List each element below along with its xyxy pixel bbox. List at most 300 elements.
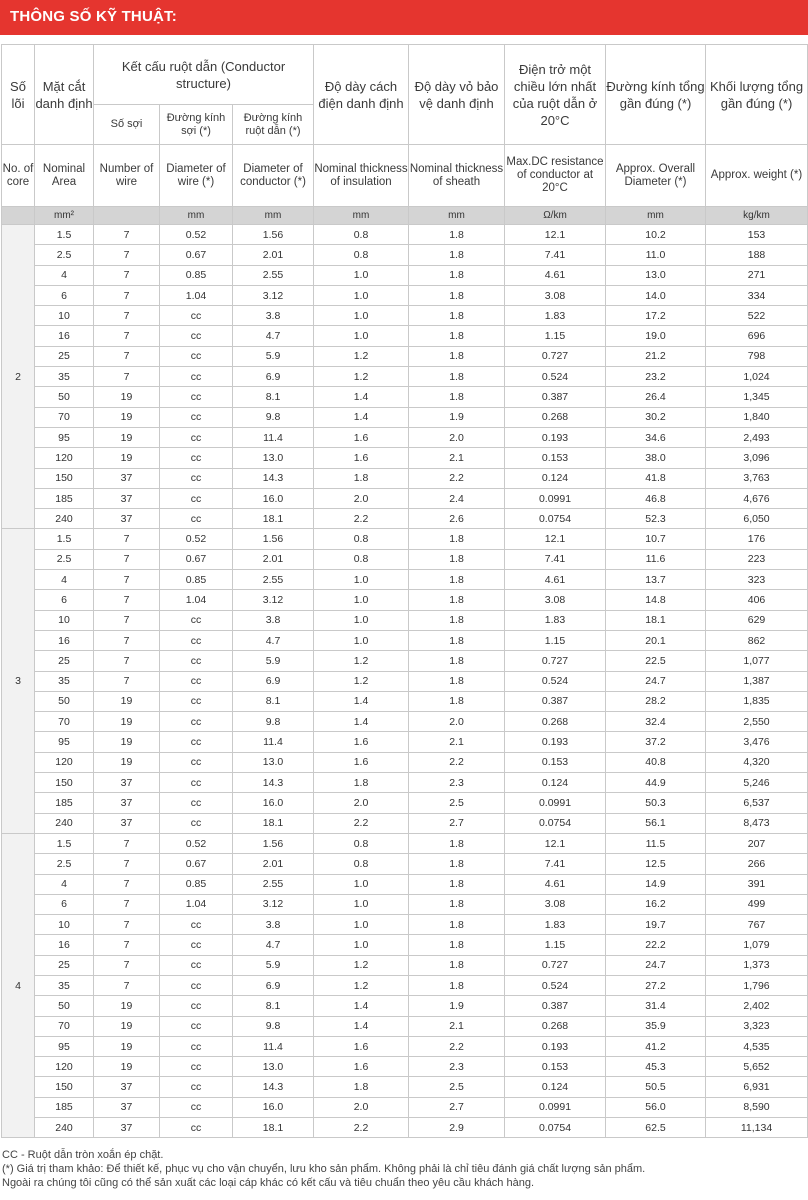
table-cell: 37 [94,1097,160,1117]
table-cell: cc [160,732,233,752]
table-cell: 3.08 [505,285,606,305]
table-cell: 862 [706,630,808,650]
table-cell: 21.2 [606,346,706,366]
header-overall-dia-en: Approx. Overall Diameter (*) [606,145,706,207]
table-cell: 30.2 [606,407,706,427]
table-cell: 3,763 [706,468,808,488]
table-cell: 0.153 [505,448,606,468]
table-cell: 28.2 [606,691,706,711]
table-cell: cc [160,1118,233,1138]
table-cell: 45.3 [606,1057,706,1077]
table-cell: 1.8 [409,935,505,955]
table-cell: 14.3 [233,468,314,488]
table-cell: 3,323 [706,1016,808,1036]
table-cell: 0.8 [314,245,409,265]
table-cell: 70 [35,1016,94,1036]
table-row [2,387,808,407]
header-weight-en: Approx. weight (*) [706,145,808,207]
table-cell: 35 [35,671,94,691]
table-row [2,651,808,671]
table-cell: 2.1 [409,732,505,752]
table-row [2,1077,808,1097]
table-cell: 1.0 [314,610,409,630]
table-cell: 1.8 [409,346,505,366]
table-cell: 11.6 [606,549,706,569]
table-row [2,245,808,265]
table-cell: cc [160,691,233,711]
table-cell: 798 [706,346,808,366]
table-cell: 1.8 [409,245,505,265]
table-cell: 14.0 [606,285,706,305]
table-row [2,894,808,914]
table-row [2,225,808,245]
table-cell: cc [160,712,233,732]
table-cell: 0.524 [505,671,606,691]
table-cell: 6,931 [706,1077,808,1097]
table-cell: 1.2 [314,955,409,975]
table-cell: 2,550 [706,712,808,732]
table-cell: 50.5 [606,1077,706,1097]
table-cell: 19 [94,1057,160,1077]
table-cell: 176 [706,529,808,549]
table-cell: 1.5 [35,833,94,853]
table-cell: 19 [94,427,160,447]
table-cell: 1.8 [409,285,505,305]
table-cell: 2,402 [706,996,808,1016]
table-cell: 1.0 [314,915,409,935]
table-cell: 2.2 [409,468,505,488]
table-cell: 1.4 [314,1016,409,1036]
table-cell: 2.5 [35,854,94,874]
table-cell: 0.268 [505,712,606,732]
table-cell: 11.5 [606,833,706,853]
table-cell: 95 [35,732,94,752]
table-cell: 16.0 [233,1097,314,1117]
table-cell: 1.0 [314,265,409,285]
table-cell: 25 [35,346,94,366]
table-cell: cc [160,387,233,407]
table-row [2,468,808,488]
table-cell: 18.1 [606,610,706,630]
table-cell: 35 [35,367,94,387]
header-insulation-en: Nominal thickness of insulation [314,145,409,207]
table-cell: 4.7 [233,935,314,955]
table-cell: 0.0754 [505,509,606,529]
table-cell: 120 [35,752,94,772]
table-cell: 240 [35,813,94,833]
table-cell: 35 [35,975,94,995]
table-cell: cc [160,488,233,508]
table-cell: 8.1 [233,691,314,711]
table-cell: 8,473 [706,813,808,833]
table-cell: 185 [35,488,94,508]
table-cell: 10.7 [606,529,706,549]
table-cell: 5,246 [706,773,808,793]
table-cell: 1.8 [409,955,505,975]
table-cell: 4,535 [706,1036,808,1056]
table-row [2,346,808,366]
table-cell: 10 [35,306,94,326]
table-cell: 0.387 [505,691,606,711]
header-cores-en: No. of core [2,145,35,207]
header-wires-vi: Số sợi [94,105,160,145]
table-cell: 1.2 [314,975,409,995]
table-cell: 1.4 [314,996,409,1016]
table-row [2,306,808,326]
header-wire-dia-vi: Đường kính sợi (*) [160,105,233,145]
table-cell: 10.2 [606,225,706,245]
table-cell: 7 [94,570,160,590]
table-cell: 2.55 [233,265,314,285]
table-cell: 27.2 [606,975,706,995]
table-row [2,630,808,650]
header-conductor-structure: Kết cấu ruột dẫn (Conductor structure) [94,45,314,105]
table-cell: 1.8 [409,854,505,874]
table-cell: 19 [94,712,160,732]
table-cell: 12.1 [505,833,606,853]
table-cell: 0.124 [505,468,606,488]
table-cell: 1.0 [314,306,409,326]
table-cell: 1.9 [409,996,505,1016]
footnote-reference: (*) Giá trị tham khảo: Để thiết kế, phục vụ cho vận chuyển, lưu kho sản phẩm. Không phải là chỉ tiêu đánh giá chất lượng sản phẩm. [2,1163,646,1175]
table-row [2,935,808,955]
table-cell: 11.4 [233,1036,314,1056]
table-cell: 7 [94,874,160,894]
table-cell: 1.5 [35,225,94,245]
table-cell: 0.0991 [505,488,606,508]
table-cell: 11.4 [233,427,314,447]
table-cell: 1.4 [314,712,409,732]
table-cell: 13.0 [233,448,314,468]
table-row [2,813,808,833]
table-cell: 5.9 [233,651,314,671]
table-cell: 1.8 [409,549,505,569]
table-cell: 1.0 [314,874,409,894]
table-cell: 56.1 [606,813,706,833]
table-cell: 1,024 [706,367,808,387]
table-cell: 7 [94,225,160,245]
table-cell: 0.52 [160,225,233,245]
table-cell: 2.2 [314,1118,409,1138]
table-cell: 240 [35,1118,94,1138]
table-cell: 696 [706,326,808,346]
table-cell: 207 [706,833,808,853]
table-cell: 7 [94,590,160,610]
table-cell: 2.0 [314,488,409,508]
table-cell: 6.9 [233,671,314,691]
unit-cell: mm [233,207,314,225]
table-cell: 10 [35,610,94,630]
table-cell: 50.3 [606,793,706,813]
table-cell: 5.9 [233,955,314,975]
table-cell: 2.7 [409,1097,505,1117]
page-title: THÔNG SỐ KỸ THUẬT: [10,8,177,25]
table-cell: 6,050 [706,509,808,529]
table-cell: 7 [94,610,160,630]
table-cell: 7 [94,265,160,285]
table-cell: cc [160,1097,233,1117]
table-cell: 120 [35,1057,94,1077]
table-cell: 37.2 [606,732,706,752]
table-cell: 1,345 [706,387,808,407]
table-cell: 1.8 [409,590,505,610]
table-cell: 25 [35,955,94,975]
table-cell: 1.15 [505,935,606,955]
header-wire-dia-en: Diameter of wire (*) [160,145,233,207]
table-cell: 1.6 [314,1036,409,1056]
table-cell: 37 [94,813,160,833]
table-cell: 37 [94,509,160,529]
table-cell: 12.5 [606,854,706,874]
header-area-en: Nominal Area [35,145,94,207]
table-cell: 19 [94,996,160,1016]
table-row [2,326,808,346]
unit-cell: mm [409,207,505,225]
unit-cell: Ω/km [505,207,606,225]
table-cell: 1.4 [314,691,409,711]
table-cell: cc [160,468,233,488]
table-cell: 24.7 [606,671,706,691]
table-cell: 1.8 [409,915,505,935]
table-cell: 2.3 [409,773,505,793]
unit-cell: mm [314,207,409,225]
table-row [2,915,808,935]
table-cell: 16 [35,935,94,955]
table-cell: 185 [35,793,94,813]
table-cell: 14.3 [233,773,314,793]
table-cell: 7 [94,630,160,650]
table-cell: 1.0 [314,570,409,590]
table-cell: 16 [35,326,94,346]
table-cell: 13.7 [606,570,706,590]
table-cell: 1.6 [314,752,409,772]
core-count-cell: 4 [2,833,35,1137]
table-cell: 0.67 [160,245,233,265]
table-cell: 46.8 [606,488,706,508]
table-cell: cc [160,630,233,650]
table-cell: 1.8 [314,1077,409,1097]
table-cell: 1.04 [160,590,233,610]
table-cell: 70 [35,712,94,732]
table-cell: 3.8 [233,915,314,935]
table-cell: 7 [94,854,160,874]
header-resistance-vi: Điện trở một chiều lớn nhất của ruột dẫn ở 20°C [505,45,606,145]
table-cell: 223 [706,549,808,569]
table-cell: cc [160,1077,233,1097]
table-cell: 2.01 [233,549,314,569]
table-cell: 120 [35,448,94,468]
table-cell: 1.4 [314,387,409,407]
table-row [2,773,808,793]
table-cell: 10 [35,915,94,935]
table-cell: 2.0 [409,427,505,447]
table-cell: 7.41 [505,245,606,265]
table-cell: 18.1 [233,1118,314,1138]
table-cell: cc [160,996,233,1016]
table-cell: 1.8 [409,671,505,691]
table-cell: 6.9 [233,367,314,387]
table-cell: 0.524 [505,975,606,995]
table-cell: 18.1 [233,813,314,833]
table-cell: cc [160,975,233,995]
table-row [2,854,808,874]
table-row [2,671,808,691]
table-cell: 37 [94,468,160,488]
table-cell: 11,134 [706,1118,808,1138]
table-cell: 0.0991 [505,793,606,813]
table-cell: 0.8 [314,225,409,245]
table-cell: 1.8 [409,691,505,711]
table-cell: 1.8 [314,773,409,793]
table-cell: 4,676 [706,488,808,508]
table-cell: 0.727 [505,955,606,975]
table-cell: 499 [706,894,808,914]
table-cell: 7 [94,671,160,691]
table-cell: 37 [94,1077,160,1097]
table-cell: 16 [35,630,94,650]
table-cell: 240 [35,509,94,529]
table-cell: 1.8 [409,306,505,326]
table-cell: 0.0754 [505,813,606,833]
table-row [2,427,808,447]
unit-cell [94,207,160,225]
table-cell: 6,537 [706,793,808,813]
table-cell: 7 [94,894,160,914]
table-cell: 150 [35,773,94,793]
table-row [2,1057,808,1077]
table-cell: 1.2 [314,671,409,691]
table-cell: 1.9 [409,407,505,427]
table-cell: 1.6 [314,427,409,447]
table-cell: 0.67 [160,549,233,569]
table-cell: 0.193 [505,1036,606,1056]
table-cell: 0.85 [160,874,233,894]
table-cell: 0.387 [505,996,606,1016]
table-cell: 1.83 [505,915,606,935]
footnote-cc: CC - Ruột dẫn tròn xoắn ép chặt. [2,1149,164,1161]
table-cell: 1.8 [409,833,505,853]
table-cell: 0.153 [505,752,606,772]
table-cell: 1.0 [314,590,409,610]
table-cell: 22.5 [606,651,706,671]
table-cell: 5.9 [233,346,314,366]
table-cell: 7.41 [505,549,606,569]
table-cell: 150 [35,468,94,488]
table-cell: 40.8 [606,752,706,772]
table-cell: 11.0 [606,245,706,265]
table-cell: 1,387 [706,671,808,691]
table-cell: 7 [94,549,160,569]
table-cell: 1.8 [409,225,505,245]
table-cell: cc [160,752,233,772]
table-cell: 1.04 [160,285,233,305]
table-cell: 37 [94,773,160,793]
table-cell: 1.6 [314,1057,409,1077]
table-cell: 629 [706,610,808,630]
table-cell: 25 [35,651,94,671]
table-cell: 7 [94,935,160,955]
table-cell: 7 [94,955,160,975]
table-cell: 2.0 [409,712,505,732]
table-cell: 13.0 [606,265,706,285]
table-row [2,285,808,305]
table-cell: 7 [94,833,160,853]
header-wires-en: Number of wire [94,145,160,207]
table-cell: 26.4 [606,387,706,407]
table-cell: 8.1 [233,996,314,1016]
table-cell: 2.01 [233,245,314,265]
table-cell: 7 [94,915,160,935]
table-cell: 0.8 [314,833,409,853]
table-cell: cc [160,306,233,326]
table-row [2,509,808,529]
table-cell: cc [160,813,233,833]
table-cell: 3.08 [505,894,606,914]
table-cell: 2.6 [409,509,505,529]
table-cell: 2.5 [409,793,505,813]
table-cell: 2.5 [35,549,94,569]
header-insulation-vi: Độ dày cách điện danh định [314,45,409,145]
table-cell: 12.1 [505,225,606,245]
table-cell: 3.8 [233,610,314,630]
table-cell: 6 [35,894,94,914]
table-cell: 16.0 [233,488,314,508]
table-cell: 7 [94,346,160,366]
table-cell: 16.0 [233,793,314,813]
table-cell: 2,493 [706,427,808,447]
table-cell: 1.8 [409,630,505,650]
table-cell: 1.0 [314,326,409,346]
table-row [2,265,808,285]
table-cell: 7.41 [505,854,606,874]
table-row [2,732,808,752]
table-cell: 19.0 [606,326,706,346]
table-cell: 4.7 [233,630,314,650]
table-row [2,955,808,975]
unit-cell: mm [606,207,706,225]
table-cell: 9.8 [233,407,314,427]
table-cell: 6 [35,590,94,610]
table-cell: 2.0 [314,1097,409,1117]
table-cell: 8,590 [706,1097,808,1117]
unit-row [2,207,808,225]
unit-cell: kg/km [706,207,808,225]
table-cell: 0.153 [505,1057,606,1077]
table-row [2,488,808,508]
table-cell: 38.0 [606,448,706,468]
table-cell: 4.7 [233,326,314,346]
table-cell: 1.83 [505,610,606,630]
table-cell: 1.56 [233,225,314,245]
table-cell: 0.0754 [505,1118,606,1138]
table-cell: 50 [35,996,94,1016]
table-cell: 3,476 [706,732,808,752]
table-cell: 406 [706,590,808,610]
table-cell: 4 [35,874,94,894]
table-cell: 16.2 [606,894,706,914]
table-cell: cc [160,955,233,975]
table-cell: 153 [706,225,808,245]
table-cell: 1.6 [314,448,409,468]
table-cell: cc [160,935,233,955]
table-cell: 2.0 [314,793,409,813]
table-cell: 3,096 [706,448,808,468]
table-cell: 32.4 [606,712,706,732]
table-row [2,549,808,569]
table-cell: 391 [706,874,808,894]
table-cell: 1.8 [409,570,505,590]
table-cell: cc [160,1057,233,1077]
